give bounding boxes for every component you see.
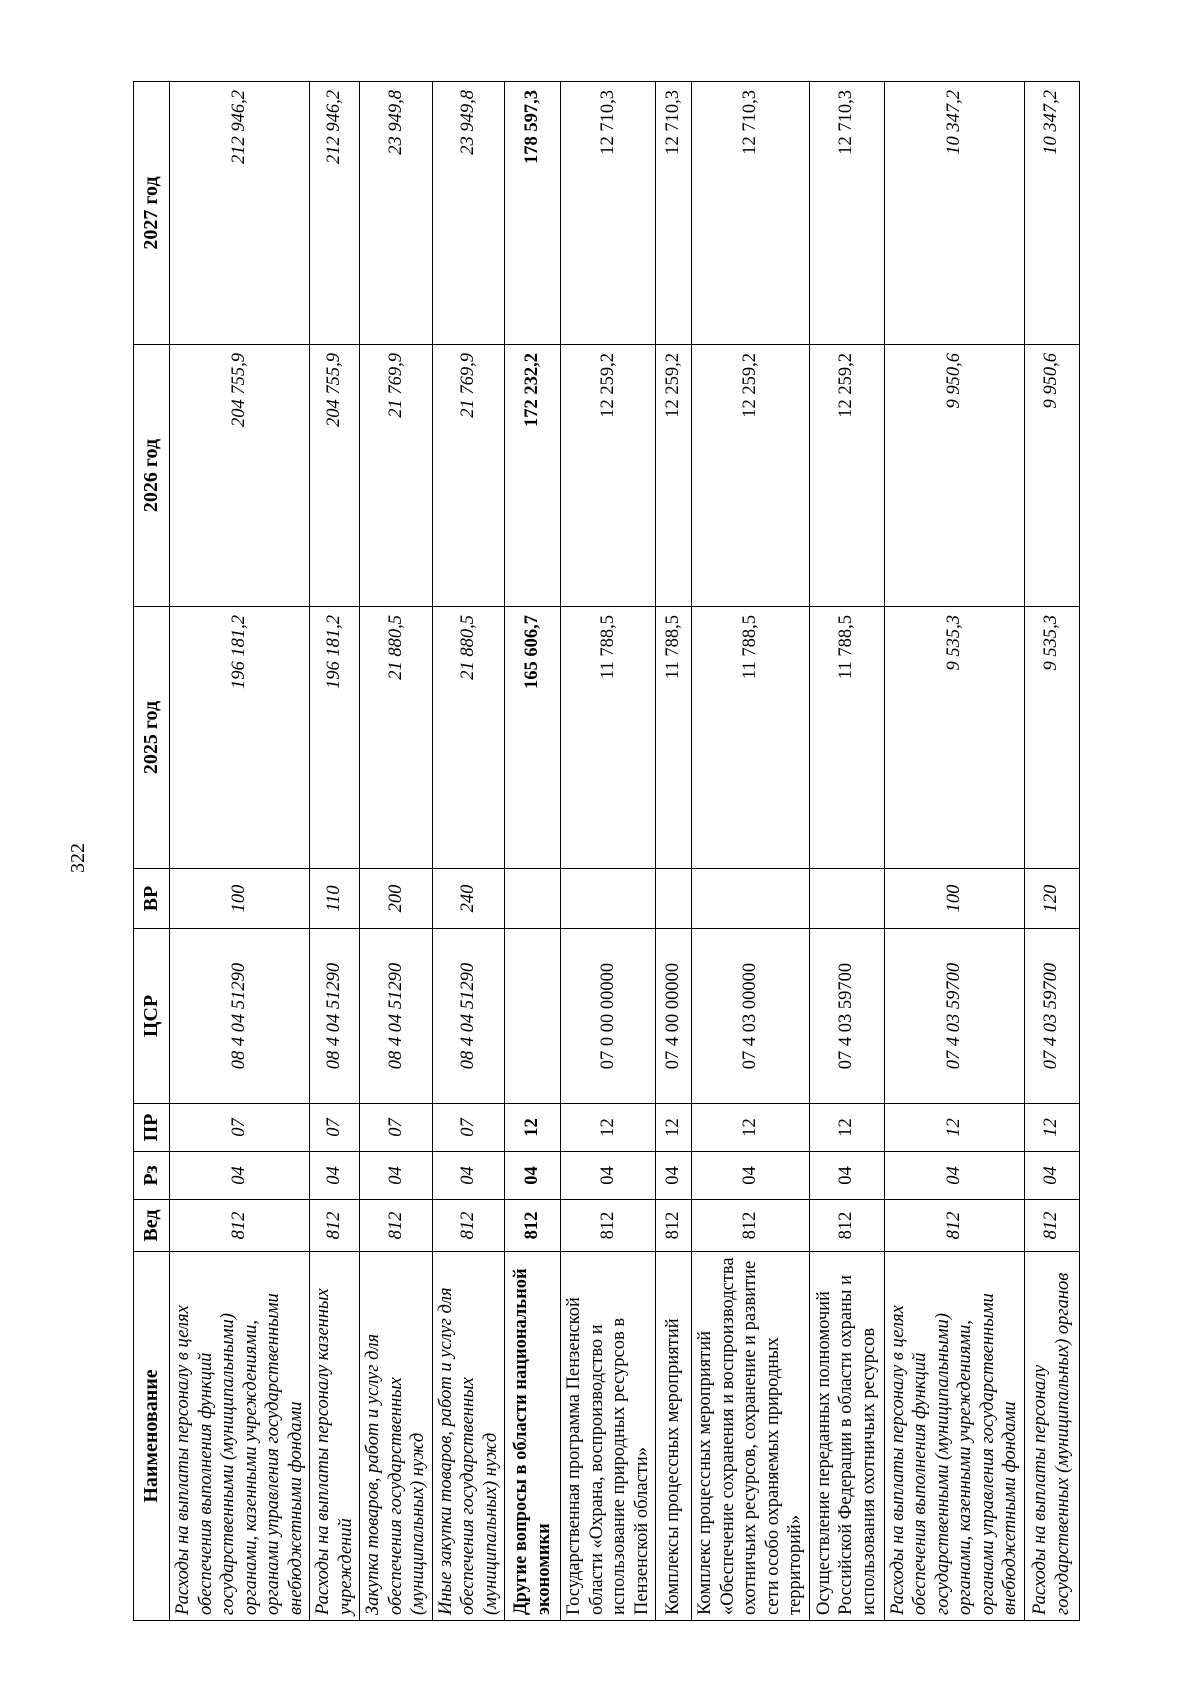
cell-rz: 04 <box>656 1152 692 1200</box>
cell-vr: 120 <box>1024 869 1079 929</box>
cell-vr <box>505 869 561 929</box>
cell-2026: 204 755,9 <box>170 345 310 607</box>
cell-pr: 07 <box>432 1104 505 1152</box>
cell-2025: 165 606,7 <box>505 607 561 869</box>
cell-csr: 07 4 03 00000 <box>692 929 810 1104</box>
cell-vr <box>656 869 692 929</box>
cell-2027: 10 347,2 <box>1024 82 1079 345</box>
cell-csr: 07 0 00 00000 <box>561 929 656 1104</box>
cell-2027: 23 949,8 <box>432 82 505 345</box>
cell-2025: 21 880,5 <box>432 607 505 869</box>
cell-rz: 04 <box>561 1152 656 1200</box>
table-header <box>134 82 170 1621</box>
header-ved: Вед <box>134 1200 170 1252</box>
cell-csr: 08 4 04 51290 <box>360 929 433 1104</box>
table-row <box>884 82 1024 1621</box>
cell-vr: 110 <box>310 869 360 929</box>
cell-name: Расходы на выплаты персоналу в целях обеспечения выполнения функций государственными (муниципальными) органами, казенными учреждениями, органами управления государственными внебюджетными фондами <box>884 1252 1024 1621</box>
cell-ved: 812 <box>884 1200 1024 1252</box>
cell-csr: 07 4 00 00000 <box>656 929 692 1104</box>
cell-2026: 21 769,9 <box>360 345 433 607</box>
cell-2027: 12 710,3 <box>561 82 656 345</box>
cell-2027: 23 949,8 <box>360 82 433 345</box>
cell-2025: 21 880,5 <box>360 607 433 869</box>
cell-rz: 04 <box>809 1152 884 1200</box>
cell-vr <box>809 869 884 929</box>
cell-2027: 178 597,3 <box>505 82 561 345</box>
cell-ved: 812 <box>505 1200 561 1252</box>
table-row <box>170 82 310 1621</box>
cell-ved: 812 <box>170 1200 310 1252</box>
cell-ved: 812 <box>656 1200 692 1252</box>
cell-vr: 100 <box>884 869 1024 929</box>
table-row <box>809 82 884 1621</box>
cell-name: Другие вопросы в области национальной экономики <box>505 1252 561 1621</box>
page-number: 322 <box>67 843 89 873</box>
cell-ved: 812 <box>692 1200 810 1252</box>
cell-rz: 04 <box>310 1152 360 1200</box>
cell-csr: 07 4 03 59700 <box>1024 929 1079 1104</box>
header-2025: 2025 год <box>134 607 170 869</box>
cell-csr: 07 4 03 59700 <box>809 929 884 1104</box>
cell-2026: 12 259,2 <box>692 345 810 607</box>
cell-2027: 12 710,3 <box>656 82 692 345</box>
cell-rz: 04 <box>170 1152 310 1200</box>
cell-rz: 04 <box>505 1152 561 1200</box>
table-row <box>360 82 433 1621</box>
cell-2026: 204 755,9 <box>310 345 360 607</box>
cell-csr: 08 4 04 51290 <box>170 929 310 1104</box>
cell-name: Закупка товаров, работ и услуг для обеспечения государственных (муниципальных) нужд <box>360 1252 433 1621</box>
cell-ved: 812 <box>561 1200 656 1252</box>
table-row <box>1024 82 1079 1621</box>
cell-name: Осуществление переданных полномочий Российской Федерации в области охраны и использования охотничьих ресурсов <box>809 1252 884 1621</box>
cell-2026: 21 769,9 <box>432 345 505 607</box>
cell-name: Расходы на выплаты персоналу в целях обеспечения выполнения функций государственными (муниципальными) органами, казенными учреждениями, органами управления государственными внебюджетными фондами <box>170 1252 310 1621</box>
header-rz: Рз <box>134 1152 170 1200</box>
cell-pr: 07 <box>170 1104 310 1152</box>
header-name: Наименование <box>134 1252 170 1621</box>
cell-2026: 12 259,2 <box>561 345 656 607</box>
table-row <box>310 82 360 1621</box>
cell-2025: 196 181,2 <box>170 607 310 869</box>
cell-2025: 11 788,5 <box>809 607 884 869</box>
cell-ved: 812 <box>360 1200 433 1252</box>
cell-2026: 12 259,2 <box>809 345 884 607</box>
cell-2026: 9 950,6 <box>884 345 1024 607</box>
cell-name: Государственная программа Пензенской области «Охрана, воспроизводство и использование природных ресурсов в Пензенской области» <box>561 1252 656 1621</box>
cell-2026: 9 950,6 <box>1024 345 1079 607</box>
cell-ved: 812 <box>432 1200 505 1252</box>
budget-table <box>133 81 1080 1621</box>
cell-2025: 9 535,3 <box>1024 607 1079 869</box>
cell-rz: 04 <box>432 1152 505 1200</box>
cell-2026: 12 259,2 <box>656 345 692 607</box>
cell-csr: 08 4 04 51290 <box>310 929 360 1104</box>
cell-ved: 812 <box>310 1200 360 1252</box>
cell-2027: 12 710,3 <box>809 82 884 345</box>
cell-csr: 08 4 04 51290 <box>432 929 505 1104</box>
table-row <box>505 82 561 1621</box>
header-pr: ПР <box>134 1104 170 1152</box>
cell-vr: 200 <box>360 869 433 929</box>
cell-pr: 07 <box>310 1104 360 1152</box>
cell-name: Комплексы процессных мероприятий <box>656 1252 692 1621</box>
rotated-table-wrapper <box>133 82 1077 1621</box>
cell-rz: 04 <box>1024 1152 1079 1200</box>
header-2026: 2026 год <box>134 345 170 607</box>
cell-2025: 11 788,5 <box>692 607 810 869</box>
cell-pr: 12 <box>656 1104 692 1152</box>
cell-2025: 196 181,2 <box>310 607 360 869</box>
header-2027: 2027 год <box>134 82 170 345</box>
cell-2025: 9 535,3 <box>884 607 1024 869</box>
table-row <box>692 82 810 1621</box>
cell-pr: 07 <box>360 1104 433 1152</box>
cell-pr: 12 <box>809 1104 884 1152</box>
cell-csr: 07 4 03 59700 <box>884 929 1024 1104</box>
table-row <box>656 82 692 1621</box>
cell-name: Комплекс процессных мероприятий «Обеспечение сохранения и воспроизводства охотничьих ресурсов, сохранение и развитие сети особо охраняемых природных территорий» <box>692 1252 810 1621</box>
cell-vr: 240 <box>432 869 505 929</box>
cell-2025: 11 788,5 <box>561 607 656 869</box>
cell-2027: 10 347,2 <box>884 82 1024 345</box>
cell-name: Расходы на выплаты персоналу казенных учреждений <box>310 1252 360 1621</box>
cell-rz: 04 <box>884 1152 1024 1200</box>
cell-rz: 04 <box>360 1152 433 1200</box>
table-body <box>170 82 1080 1621</box>
cell-2026: 172 232,2 <box>505 345 561 607</box>
cell-2027: 212 946,2 <box>310 82 360 345</box>
cell-2027: 12 710,3 <box>692 82 810 345</box>
cell-pr: 12 <box>505 1104 561 1152</box>
cell-rz: 04 <box>692 1152 810 1200</box>
table-row <box>561 82 656 1621</box>
cell-ved: 812 <box>1024 1200 1079 1252</box>
cell-2027: 212 946,2 <box>170 82 310 345</box>
header-vr: ВР <box>134 869 170 929</box>
cell-name: Иные закупки товаров, работ и услуг для обеспечения государственных (муниципальных) нужд <box>432 1252 505 1621</box>
cell-csr <box>505 929 561 1104</box>
cell-pr: 12 <box>692 1104 810 1152</box>
cell-vr <box>692 869 810 929</box>
cell-pr: 12 <box>561 1104 656 1152</box>
cell-name: Расходы на выплаты персоналу государственных (муниципальных) органов <box>1024 1252 1079 1621</box>
cell-2025: 11 788,5 <box>656 607 692 869</box>
cell-vr: 100 <box>170 869 310 929</box>
table-row <box>432 82 505 1621</box>
cell-pr: 12 <box>1024 1104 1079 1152</box>
cell-vr <box>561 869 656 929</box>
cell-ved: 812 <box>809 1200 884 1252</box>
header-csr: ЦСР <box>134 929 170 1104</box>
cell-pr: 12 <box>884 1104 1024 1152</box>
